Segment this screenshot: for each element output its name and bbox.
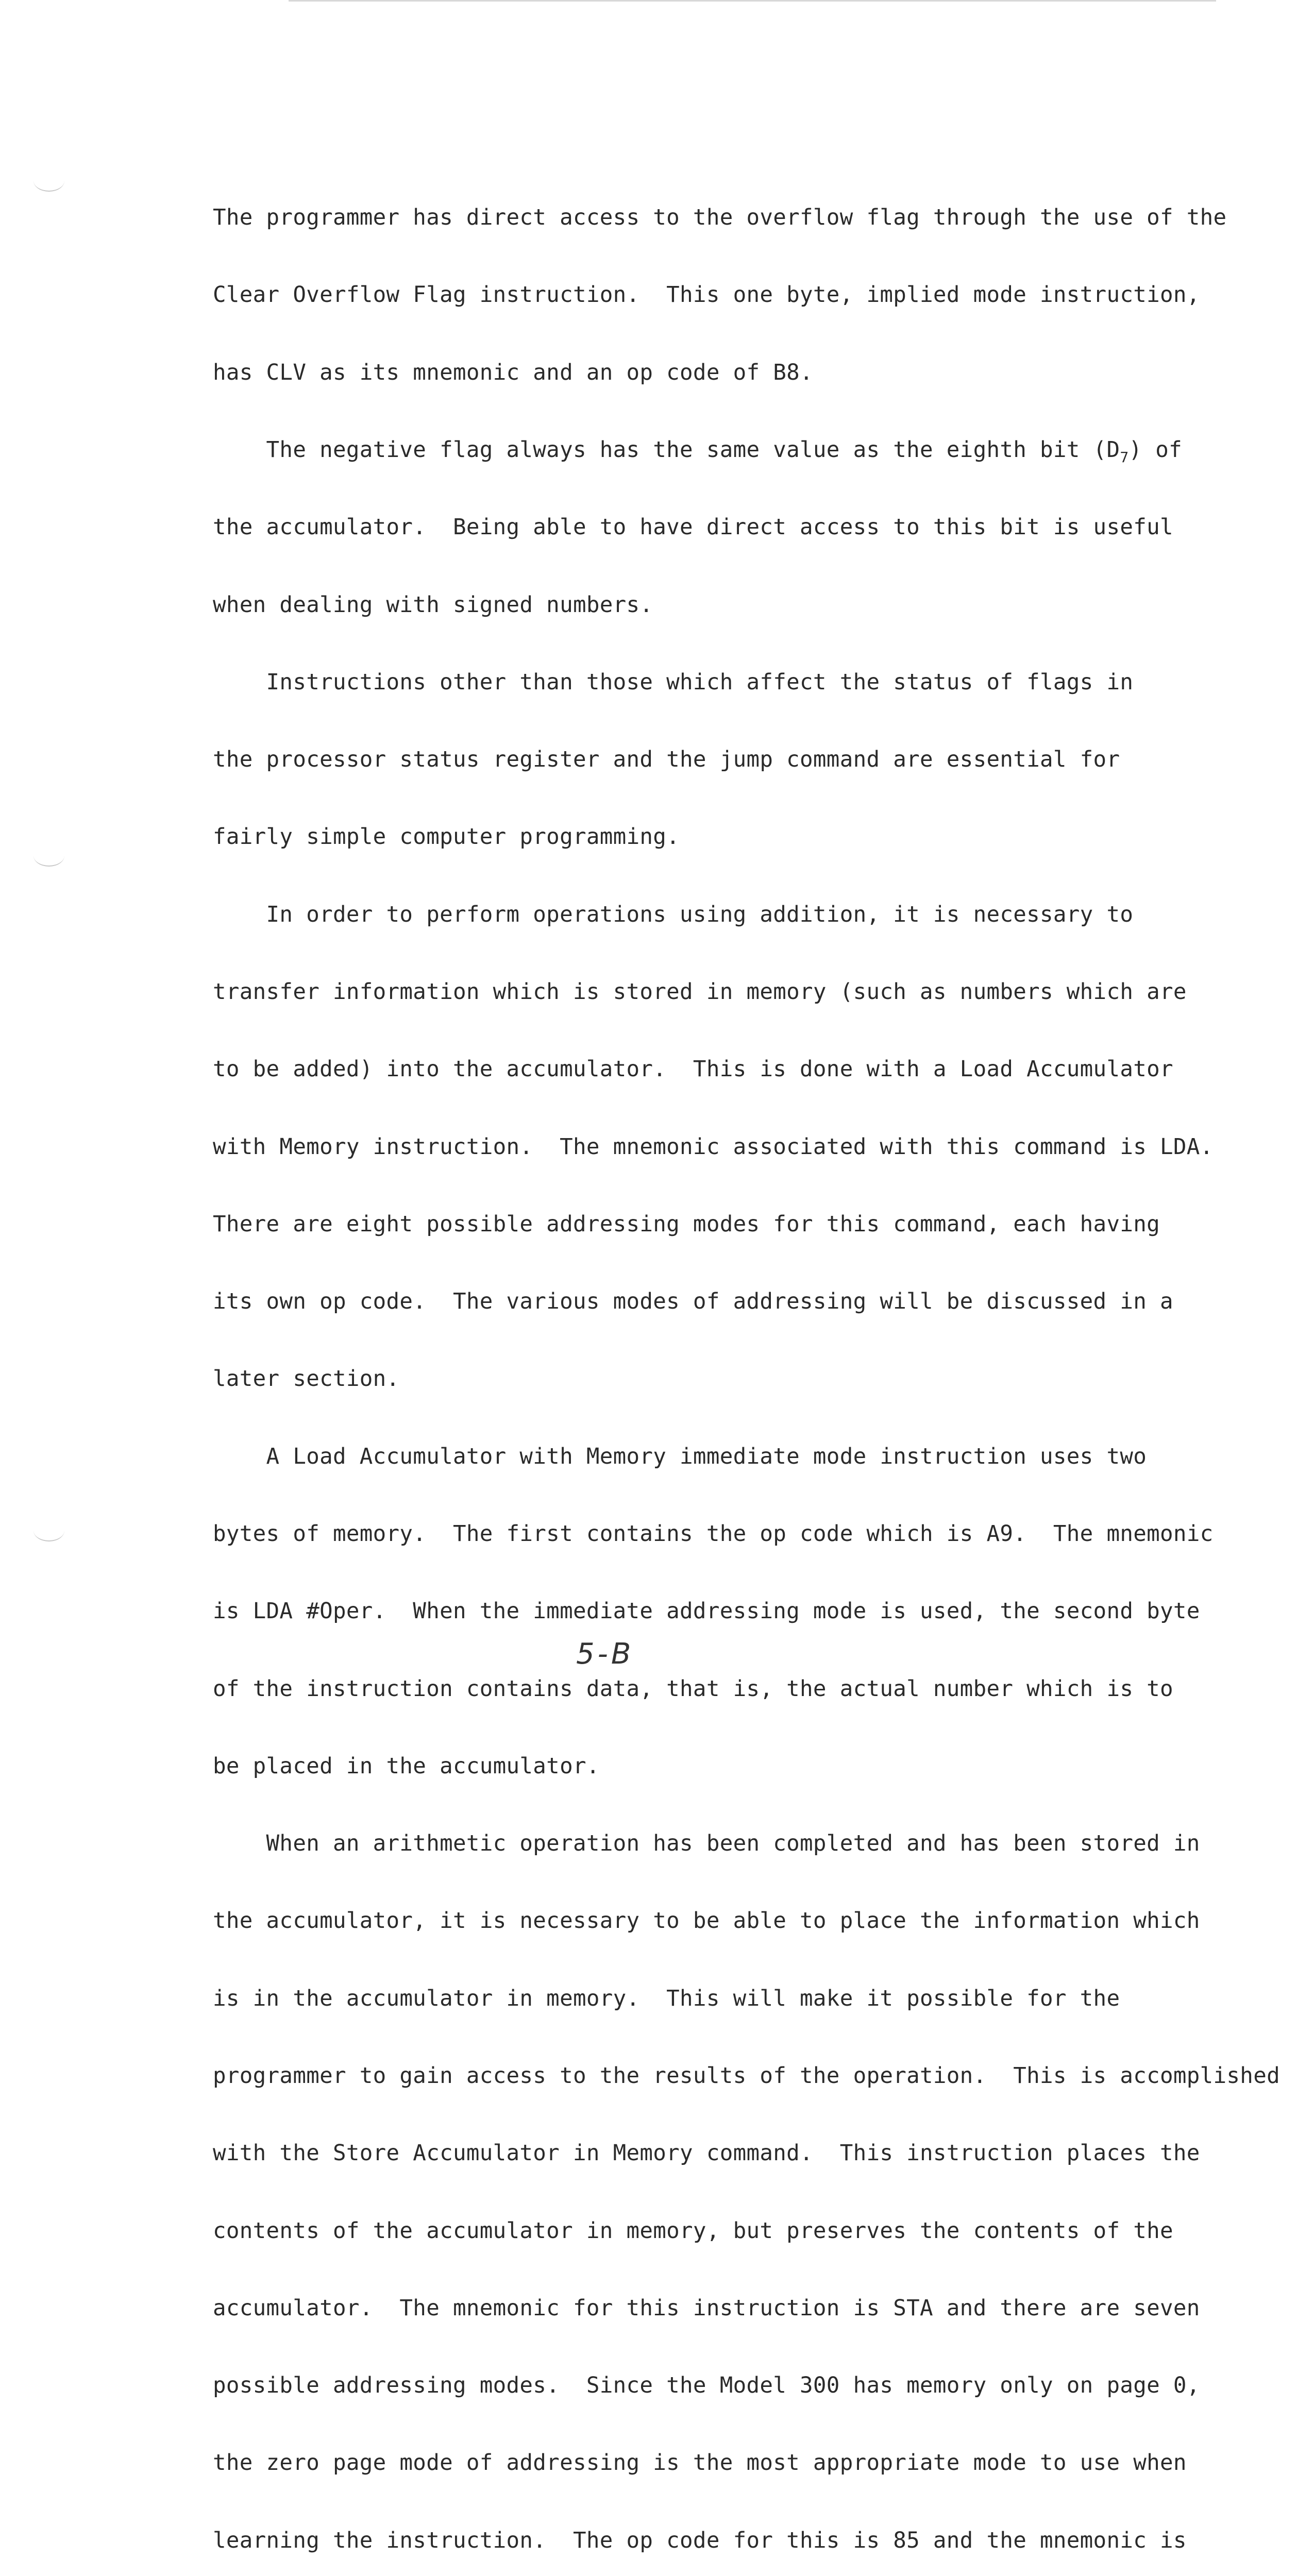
text-line: bytes of memory. The first contains the op code which is A9. The mnemonic [213,1521,1214,1547]
subscript-seven: 7 [1120,449,1129,466]
text-line: is in the accumulator in memory. This will make it possible for the [213,1986,1120,2011]
text-line: A Load Accumulator with Memory immediate mode instruction uses two [213,1444,1147,1469]
text-line: with Memory instruction. The mnemonic associated with this command is LDA. [213,1134,1214,1160]
text-line: later section. [213,1366,400,1392]
text-line: its own op code. The various modes of addressing will be discussed in a [213,1289,1173,1315]
text-line: learning the instruction. The op code for this is 85 and the mnemonic is [213,2528,1187,2553]
text-line: when dealing with signed numbers. [213,592,653,618]
text-line: has CLV as its mnemonic and an op code of B8. [213,360,813,385]
text-line: The programmer has direct access to the overflow flag through the use of the [213,205,1227,231]
text-line: contents of the accumulator in memory, but preserves the contents of the [213,2218,1173,2244]
text-line: is LDA #Oper. When the immediate addressing mode is used, the second byte [213,1599,1200,1624]
hole-punch-mark-middle [33,845,64,867]
text-line: programmer to gain access to the results of the operation. This is accomplished [213,2063,1280,2089]
text-line: Instructions other than those which affect the status of flags in [213,669,1134,695]
text-line: When an arithmetic operation has been completed and has been stored in [213,1831,1200,1857]
text-line-with-subscript [213,437,1274,466]
body-text [213,154,1280,2576]
hole-punch-mark-top [33,170,64,192]
text-line: In order to perform operations using addition, it is necessary to [213,902,1134,927]
text-line: with the Store Accumulator in Memory command. This instruction places the [213,2141,1200,2166]
text-line: accumulator. The mnemonic for this instruction is STA and there are seven [213,2295,1200,2321]
text-line: the accumulator. Being able to have direct access to this bit is useful [213,515,1173,540]
text-line: be placed in the accumulator. [213,1753,600,1779]
text-line: of the instruction contains data, that is, the actual number which is to [213,1676,1173,1702]
hole-punch-mark-bottom [33,1520,64,1541]
text-line: transfer information which is stored in memory (such as numbers which are [213,979,1187,1005]
text-line: There are eight possible addressing modes for this command, each having [213,1211,1160,1237]
text-line: fairly simple computer programming. [213,824,680,850]
text-line: the accumulator, it is necessary to be able to place the information which [213,1908,1200,1934]
text-line: the processor status register and the jump command are essential for [213,747,1120,773]
text-line: to be added) into the accumulator. This is done with a Load Accumulator [213,1057,1173,1082]
top-edge-rule [289,0,1216,2]
text-line: Clear Overflow Flag instruction. This one byte, implied mode instruction, [213,282,1200,308]
text-line: the zero page mode of addressing is the most appropriate mode to use when [213,2450,1187,2476]
text-line: possible addressing modes. Since the Model 300 has memory only on page 0, [213,2373,1200,2399]
page-number: 5-B [576,1637,634,1671]
text-line-suffix: ) of [1128,437,1183,463]
text-line-main: The negative flag always has the same value as the eighth bit (D [213,437,1120,463]
